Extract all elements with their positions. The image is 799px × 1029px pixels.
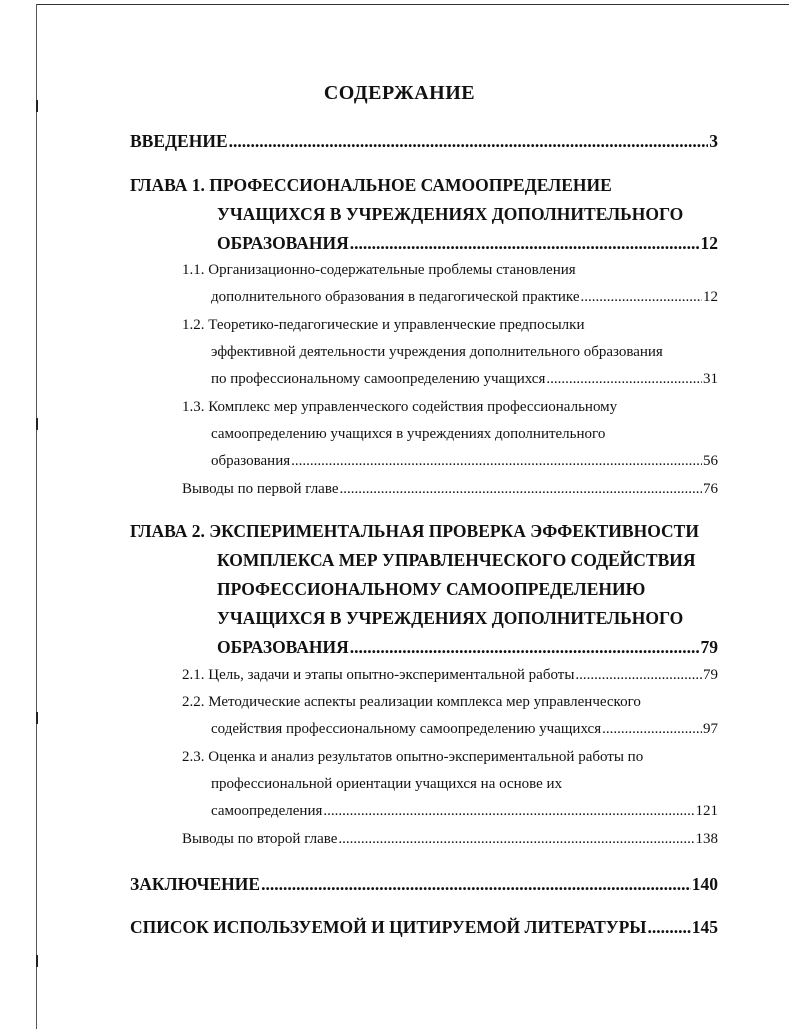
toc-entry-label: содействия профессиональному самоопределению учащихся <box>211 721 602 737</box>
page-title: СОДЕРЖАНИЕ <box>323 82 476 104</box>
dot-leader <box>340 481 703 498</box>
section-2-2-line1: 2.2. Методические аспекты реализации комплекса мер управленческого <box>182 694 641 710</box>
toc-entry-section-1-1[interactable] <box>211 289 718 306</box>
section-1-3-line2: самоопределению учащихся в учреждениях дополнительного <box>211 426 606 442</box>
toc-entry-label: самоопределения <box>211 803 323 819</box>
section-1-2-line1: 1.2. Теоретико-педагогические и управленческие предпосылки <box>182 317 585 333</box>
toc-entry-section-1-2[interactable] <box>211 371 718 388</box>
binding-hole-mark <box>36 712 43 724</box>
toc-entry-chapter2-conclusions[interactable] <box>182 831 718 848</box>
toc-page-number: 121 <box>695 803 718 819</box>
toc-page-number: 145 <box>691 917 718 937</box>
dot-leader <box>338 831 694 848</box>
toc-page-number: 3 <box>709 131 718 151</box>
toc-entry-label: Выводы по второй главе <box>182 831 338 847</box>
page-left-border <box>36 4 37 1029</box>
toc-entry-chapter1-conclusions[interactable] <box>182 481 718 498</box>
toc-page-number: 12 <box>700 233 718 253</box>
chapter2-heading-line1: ГЛАВА 2. ЭКСПЕРИМЕНТАЛЬНАЯ ПРОВЕРКА ЭФФЕКТИВНОСТИ <box>130 521 699 541</box>
toc-entry-label: дополнительного образования в педагогической практике <box>211 289 580 305</box>
section-2-3-line2: профессиональной ориентации учащихся на основе их <box>211 776 563 792</box>
toc-entry-label: образования <box>211 453 291 469</box>
toc-entry-section-2-3[interactable] <box>211 803 718 820</box>
dot-leader <box>229 131 709 152</box>
page-top-border <box>36 4 789 5</box>
toc-entry-section-2-1[interactable] <box>182 667 718 684</box>
dot-leader <box>602 721 702 738</box>
toc-page-number: 97 <box>703 721 718 737</box>
chapter1-heading-line1: ГЛАВА 1. ПРОФЕССИОНАЛЬНОЕ САМООПРЕДЕЛЕНИЕ <box>130 175 612 195</box>
toc-entry-label: ОБРАЗОВАНИЯ <box>217 637 349 657</box>
dot-leader <box>546 371 702 388</box>
toc-entry-conclusion[interactable] <box>130 874 718 895</box>
dot-leader <box>291 453 702 470</box>
toc-page-number: 12 <box>703 289 718 305</box>
dot-leader <box>647 917 690 938</box>
chapter2-heading-line4: УЧАЩИХСЯ В УЧРЕЖДЕНИЯХ ДОПОЛНИТЕЛЬНОГО <box>217 608 684 628</box>
chapter1-heading-line2: УЧАЩИХСЯ В УЧРЕЖДЕНИЯХ ДОПОЛНИТЕЛЬНОГО <box>217 204 684 224</box>
toc-page-number: 76 <box>703 481 718 497</box>
toc-page-number: 31 <box>703 371 718 387</box>
toc-entry-introduction[interactable] <box>130 131 718 152</box>
toc-page-number: 138 <box>695 831 718 847</box>
section-1-1-line1: 1.1. Организационно-содержательные проблемы становления <box>182 262 576 278</box>
toc-page-number: 79 <box>703 667 718 683</box>
binding-hole-mark <box>36 418 43 430</box>
toc-entry-section-2-2[interactable] <box>211 721 718 738</box>
toc-entry-label: ОБРАЗОВАНИЯ <box>217 233 349 253</box>
toc-entry-label: СПИСОК ИСПОЛЬЗУЕМОЙ И ЦИТИРУЕМОЙ ЛИТЕРАТУРЫ <box>130 917 647 937</box>
chapter2-heading-line2: КОМПЛЕКСА МЕР УПРАВЛЕНЧЕСКОГО СОДЕЙСТВИЯ <box>217 550 696 570</box>
toc-entry-label: ЗАКЛЮЧЕНИЕ <box>130 874 261 894</box>
binding-hole-mark <box>36 955 43 967</box>
toc-entry-label: ВВЕДЕНИЕ <box>130 131 228 151</box>
section-1-2-line2: эффективной деятельности учреждения дополнительного образования <box>211 344 663 360</box>
toc-entry-chapter2[interactable] <box>217 637 718 658</box>
dot-leader <box>350 233 700 254</box>
dot-leader <box>323 803 694 820</box>
chapter2-heading-line3: ПРОФЕССИОНАЛЬНОМУ САМООПРЕДЕЛЕНИЮ <box>217 579 646 599</box>
toc-page-number: 140 <box>691 874 718 894</box>
toc-entry-chapter1[interactable] <box>217 233 718 254</box>
dot-leader <box>350 637 700 658</box>
toc-entry-references[interactable] <box>130 917 718 938</box>
toc-entry-label: по профессиональному самоопределению учащихся <box>211 371 546 387</box>
toc-entry-label: Выводы по первой главе <box>182 481 339 497</box>
dot-leader <box>261 874 691 895</box>
toc-page-number: 56 <box>703 453 718 469</box>
dot-leader <box>581 289 702 306</box>
dot-leader <box>575 667 702 684</box>
toc-entry-label: 2.1. Цель, задачи и этапы опытно-экспериментальной работы <box>182 667 575 683</box>
toc-page-number: 79 <box>700 637 718 657</box>
toc-entry-section-1-3[interactable] <box>211 453 718 470</box>
section-1-3-line1: 1.3. Комплекс мер управленческого содействия профессиональному <box>182 399 618 415</box>
section-2-3-line1: 2.3. Оценка и анализ результатов опытно-экспериментальной работы по <box>182 749 644 765</box>
